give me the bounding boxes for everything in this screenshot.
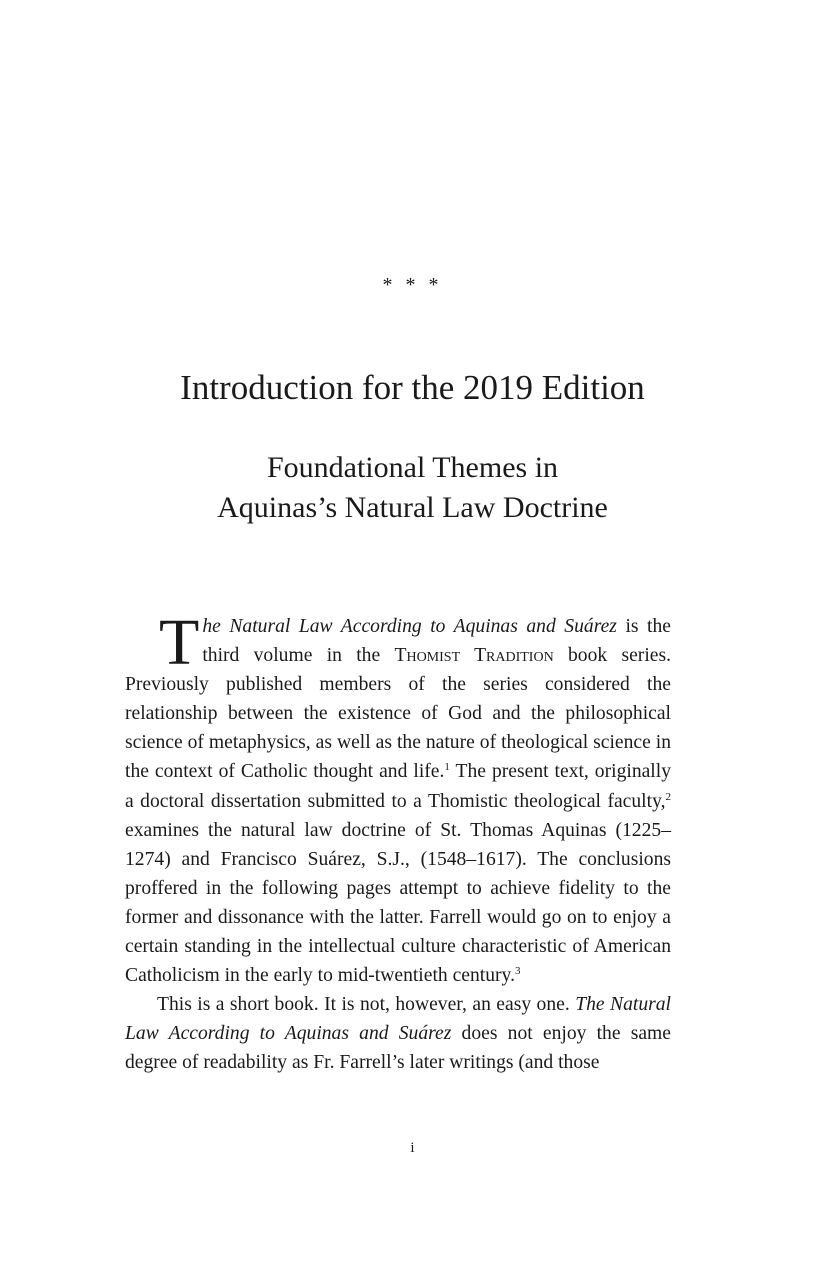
subtitle-line-2: Aquinas’s Natural Law Doctrine: [217, 491, 608, 524]
paragraph-text: examines the natural law doctrine of St. Thomas Aquinas (1225–1274) and Francisco Suárez, S.J., (1548–1617). The conclusions proffered in the following pages attempt to achieve fidelity to the former and dissonance with the latter. Farrell would go on to enjoy a certain standing in the intellectual culture characteristic of American Catholicism in the early to mid-twentieth century.: [125, 819, 671, 987]
paragraph-text: does not enjoy the same degree of readability as Fr. Farrell’s later writings (and those: [125, 1023, 671, 1074]
paragraph-1: [125, 606, 671, 990]
section-ornament: * * *: [382, 274, 443, 296]
paragraph-text: The present text, originally a doctoral dissertation submitted to a Thomistic theological faculty,: [125, 761, 671, 812]
body-text: [125, 606, 672, 1078]
page-number: i: [410, 1140, 415, 1156]
footnote-ref-1[interactable]: 1: [444, 761, 450, 774]
series-name: Thomist Tradition: [394, 645, 554, 667]
paragraph-2: [125, 990, 671, 1077]
drop-cap: T: [159, 606, 200, 679]
paragraph-text: book series. Previously published members of the series considered the relationship between the existence of God and the philosophical science of metaphysics, as well as the nature of theological science in the context of Catholic thought and life.: [125, 645, 671, 783]
footnote-ref-3[interactable]: 3: [514, 965, 521, 978]
chapter-subtitle: [0, 448, 825, 528]
book-title: he Natural Law According to Aquinas and Suárez: [202, 616, 617, 637]
footnote-ref-2[interactable]: 2: [665, 790, 671, 803]
subtitle-line-1: Foundational Themes in: [266, 451, 559, 484]
book-title: The Natural Law According to Aquinas and Suárez: [125, 994, 672, 1045]
paragraph-text: This is a short book. It is not, however, an easy one.: [157, 994, 576, 1016]
chapter-title: Introduction for the 2019 Edition: [180, 368, 645, 407]
paragraph-text: is the third volume in the: [202, 616, 671, 667]
